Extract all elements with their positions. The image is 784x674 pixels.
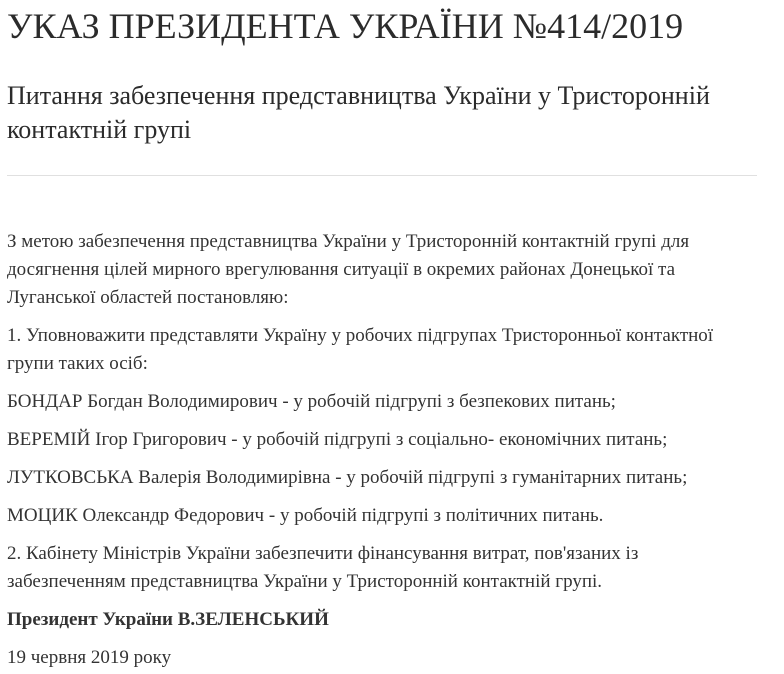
divider: [7, 175, 757, 176]
document-date: 19 червня 2019 року: [7, 647, 172, 668]
paragraph-member-lutkovska: ЛУТКОВСЬКА Валерія Володимирівна - у робочій підгрупі з гуманітарних питань;: [7, 467, 688, 488]
paragraph-member-bondar: БОНДАР Богдан Володимирович - у робочій підгрупі з безпекових питань;: [7, 391, 616, 412]
paragraph-item-2: 2. Кабінету Міністрів України забезпечити фінансування витрат, пов'язаних із забезпеченням представництва України у Тристоронній контактній групі.: [7, 543, 639, 592]
document-body: [7, 228, 757, 672]
paragraph-member-veremii: ВЕРЕМІЙ Ігор Григорович - у робочій підгрупі з соціально- економічних питань;: [7, 429, 668, 450]
signature-line: Президент України В.ЗЕЛЕНСЬКИЙ: [7, 609, 329, 630]
paragraph-item-1: 1. Уповноважити представляти Україну у робочих підгрупах Тристоронньої контактної групи таких осіб:: [7, 325, 714, 374]
paragraph-member-motsyk: МОЦИК Олександр Федорович - у робочій підгрупі з політичних питань.: [7, 505, 604, 526]
document-subtitle: Питання забезпечення представництва України у Тристоронній контактній групі: [7, 81, 710, 144]
paragraph-preamble: З метою забезпечення представництва України у Тристоронній контактній групі для досягнення цілей мирного врегулювання ситуації в окремих районах Донецької та Луганської областей постановляю:: [7, 231, 690, 308]
page-title: УКАЗ ПРЕЗИДЕНТА УКРАЇНИ №414/2019: [7, 6, 684, 46]
